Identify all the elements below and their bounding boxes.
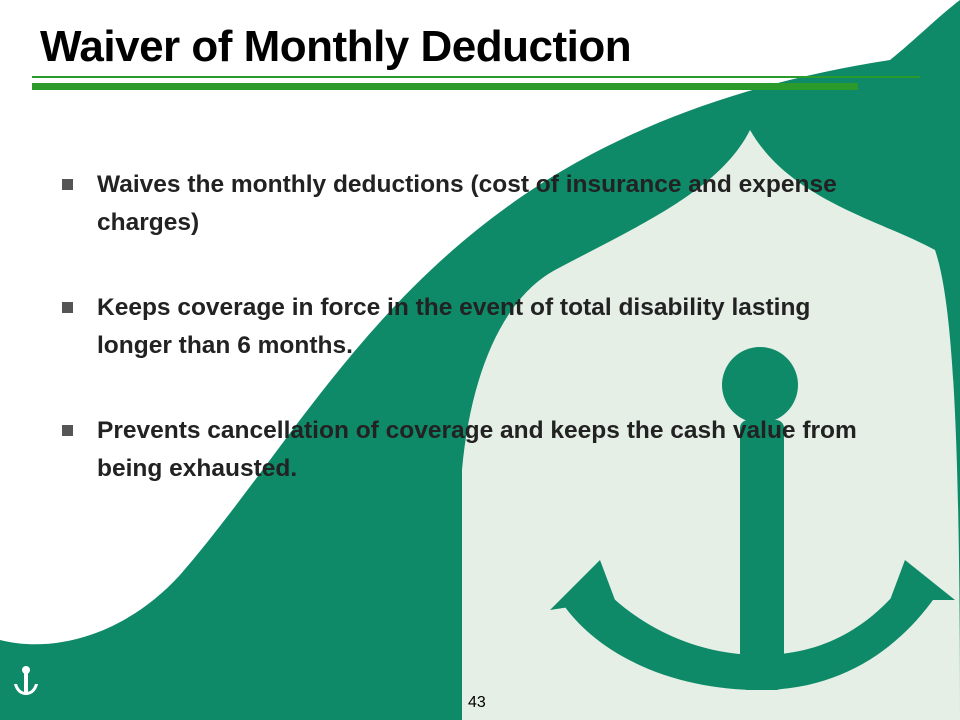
company-logo [6, 650, 198, 706]
bullet-list [62, 166, 862, 535]
bullet-text: Waives the monthly deductions (cost of insurance and expense charges) [97, 171, 837, 236]
logo-line1: OLD MUTUAL [50, 656, 198, 681]
bullet-text: Keeps coverage in force in the event of total disability lasting longer than 6 months. [97, 294, 811, 359]
bullet-item [62, 166, 862, 242]
square-bullet-icon [62, 302, 73, 313]
anchor-emblem-icon [6, 652, 46, 700]
logo-line2: U.S. Life Group [50, 679, 187, 701]
slide-title: Waiver of Monthly Deduction [40, 22, 632, 71]
page-number: 43 [468, 694, 486, 711]
bullet-item [62, 289, 862, 365]
title-rule-thick [32, 83, 858, 90]
bullet-item [62, 412, 862, 488]
bullet-text: Prevents cancellation of coverage and keeps the cash value from being exhausted. [97, 417, 857, 482]
square-bullet-icon [62, 179, 73, 190]
square-bullet-icon [62, 425, 73, 436]
title-rule-thin [32, 76, 920, 78]
